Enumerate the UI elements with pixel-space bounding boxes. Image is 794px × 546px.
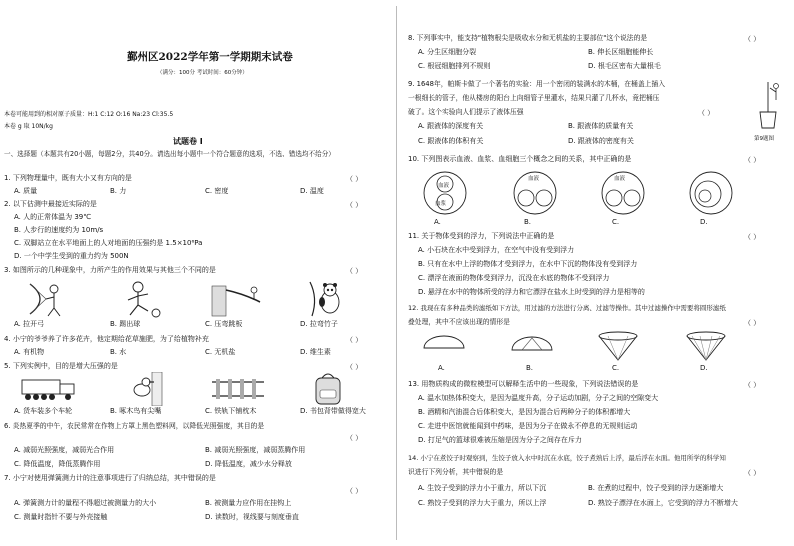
- q13-answer-blank[interactable]: （ ）: [744, 381, 761, 389]
- q11-option-d[interactable]: D. 悬浮在水中的物体所受的浮力和它漂浮在盐水上时受到的浮力是相等的: [418, 288, 645, 296]
- q5-option-b[interactable]: B. 啄木鸟有尖嘴: [110, 407, 162, 415]
- q5-option-d[interactable]: D. 书包背带做得宽大: [300, 407, 366, 415]
- q10-option-a[interactable]: A.: [434, 218, 441, 226]
- q10-stem: 10. 下列图表示血液、血浆、血细胞三个概念之间的关系，其中正确的是: [408, 155, 632, 163]
- q11-option-c[interactable]: C. 漂浮在液面的物体受到浮力，沉没在水底的物体不受到浮力: [418, 274, 610, 282]
- q12-filter-c: [596, 330, 640, 362]
- q13-option-d[interactable]: D. 打足气的篮球很难被压缩是因为分子之间存在斥力: [418, 436, 582, 444]
- q3-option-c[interactable]: C. 压弯跳板: [205, 320, 243, 328]
- atomic-mass-note: 本卷可能用到的相对原子质量：H:1 C:12 O:16 Na:23 Cl:35.5: [4, 111, 174, 118]
- q1-option-c[interactable]: C. 密度: [205, 187, 229, 195]
- diving-board-illustration: [210, 280, 262, 318]
- q11-option-b[interactable]: B. 只有在水中上浮的物体才受到浮力，在水中下沉的物体没有受到浮力: [418, 260, 638, 268]
- q13-option-a[interactable]: A. 温水加热体积变大，是因为温度升高，分子运动加剧，分子之间的空隙变大: [418, 394, 659, 402]
- section-title: 试题卷 Ⅰ: [173, 137, 203, 146]
- q7-answer-blank[interactable]: （ ）: [346, 487, 363, 495]
- q14-option-c[interactable]: C. 熟饺子受到的浮力大于重力，所以上浮: [418, 499, 547, 507]
- pascal-barrel-figure: [754, 80, 786, 132]
- q11-option-a[interactable]: A. 小石块在水中受到浮力，在空气中没有受到浮力: [418, 246, 575, 254]
- q12-filter-b: [510, 334, 554, 360]
- q12-filter-d: [684, 330, 728, 362]
- q9-figure-caption: 第9题图: [754, 136, 774, 142]
- q4-option-c[interactable]: C. 无机盐: [205, 348, 236, 356]
- bow-archer-illustration: [20, 280, 70, 318]
- q4-answer-blank[interactable]: （ ）: [346, 336, 363, 344]
- kicking-ball-illustration: [118, 280, 168, 318]
- q11-answer-blank[interactable]: （ ）: [744, 233, 761, 241]
- q12-option-d[interactable]: D.: [700, 364, 708, 372]
- q2-option-c[interactable]: C. 双脚站立在水平地面上的人对地面的压强约是 1.5×10⁶Pa: [14, 239, 203, 247]
- q6-option-d[interactable]: D. 降低温度，减少水分释放: [205, 460, 292, 468]
- q1-option-a[interactable]: A. 质量: [14, 187, 38, 195]
- q7-stem: 7. 小宁对使用弹簧测力计的注意事项进行了归纳总结，其中错误的是: [4, 474, 216, 482]
- q6-stem: 6. 炎热夏季的中午，农民常常在作物上方罩上黑色塑料网，以降低光照强度，其目的是: [4, 422, 265, 430]
- q4-option-a[interactable]: A. 有机物: [14, 348, 45, 356]
- q12-option-c[interactable]: C.: [612, 364, 620, 372]
- q5-stem: 5. 下列实例中，目的是增大压强的是: [4, 362, 118, 370]
- truck-wheels-illustration: [20, 374, 82, 404]
- q8-answer-blank[interactable]: （ ）: [744, 35, 761, 43]
- q4-stem: 4. 小宁的爷爷养了许多花卉，他定期给花草施肥，为了给植物补充: [4, 335, 209, 343]
- q9-option-d[interactable]: D. 跟液体的密度有关: [568, 137, 634, 145]
- q6-option-b[interactable]: B. 减弱光照强度，减弱蒸腾作用: [205, 446, 306, 454]
- q10-option-b[interactable]: B.: [524, 218, 532, 226]
- q10-option-d[interactable]: D.: [700, 218, 708, 226]
- q3-answer-blank[interactable]: （ ）: [346, 267, 363, 275]
- backpack-illustration: [308, 370, 348, 406]
- q7-option-c[interactable]: C. 测量时指针不要与外壳接触: [14, 513, 108, 521]
- q4-option-d[interactable]: D. 维生素: [300, 348, 331, 356]
- q10-diagram-d: [686, 170, 736, 216]
- q12-answer-blank[interactable]: （ ）: [744, 319, 761, 327]
- woodpecker-illustration: [120, 372, 170, 406]
- column-divider: [396, 6, 397, 540]
- q8-option-c[interactable]: C. 根冠细胞排列不规则: [418, 62, 491, 70]
- q7-option-d[interactable]: D. 读数时，视线要与刻度垂直: [205, 513, 299, 521]
- q12-stem-line2: 叠处理，其中不应该出现的情形是: [408, 318, 510, 326]
- q12-option-b[interactable]: B.: [526, 364, 534, 372]
- q13-stem: 13. 用物质构成的微粒模型可以解释生活中的一些现象，下列说法错误的是: [408, 380, 639, 388]
- q14-option-a[interactable]: A. 生饺子受到的浮力小于重力，所以下沉: [418, 484, 547, 492]
- q2-answer-blank[interactable]: （ ）: [346, 201, 363, 209]
- q9-stem-line3: 破了。这个实验向人们提示了液体压强: [408, 108, 524, 116]
- part-instructions: 一、选择题（本题共有20小题，每题2分，共40分。请选出每小题中一个符合题意的选项，不选、错选均不给分）: [4, 150, 335, 158]
- q5-option-c[interactable]: C. 铁轨下铺枕木: [205, 407, 257, 415]
- q3-option-a[interactable]: A. 拉开弓: [14, 320, 45, 328]
- q7-option-b[interactable]: B. 被测量力应作用在挂钩上: [205, 499, 292, 507]
- q10-c-label-outer: 血液: [614, 176, 626, 182]
- q8-stem: 8. 下列事实中，能支持"植物根尖是吸收水分和无机盐的主要部位"这个说法的是: [408, 34, 648, 42]
- q10-b-label-outer: 血液: [528, 176, 540, 182]
- q2-option-b[interactable]: B. 人步行的速度约为 10m/s: [14, 226, 104, 234]
- q3-stem: 3. 如图所示的几种现象中，力所产生的作用效果与其他三个不同的是: [4, 266, 216, 274]
- q5-answer-blank[interactable]: （ ）: [346, 363, 363, 371]
- q12-option-a[interactable]: A.: [438, 364, 445, 372]
- q14-stem-line2: 识进行下列分析，其中错误的是: [408, 468, 504, 476]
- railway-sleepers-illustration: [210, 376, 266, 404]
- q4-option-b[interactable]: B. 水: [110, 348, 127, 356]
- q9-stem-line1: 9. 1648年，帕斯卡做了一个著名的实验：用一个密闭的装满水的木桶，在桶盖上插入: [408, 80, 666, 88]
- q5-option-a[interactable]: A. 货车装多个车轮: [14, 407, 73, 415]
- q8-option-b[interactable]: B. 伸长区细胞能伸长: [588, 48, 654, 56]
- q13-option-b[interactable]: B. 酒精和汽油混合后体积变大，是因为混合后两种分子的体积都增大: [418, 408, 631, 416]
- q6-answer-blank[interactable]: （ ）: [346, 434, 363, 442]
- q2-stem: 2. 以下估测中最接近实际的是: [4, 200, 97, 208]
- q9-answer-blank[interactable]: （ ）: [698, 109, 715, 117]
- q1-option-d[interactable]: D. 温度: [300, 187, 324, 195]
- q10-answer-blank[interactable]: （ ）: [744, 156, 761, 164]
- q14-stem-line1: 14. 小宁在煮饺子时观察到，生饺子放入水中时沉在水底，饺子煮熟后上浮，最后浮在水面。他用所学的科学知: [408, 454, 726, 462]
- q8-option-a[interactable]: A. 分生区细胞分裂: [418, 48, 477, 56]
- page-subtitle: （满分：100分 考试时间：60分钟）: [157, 70, 248, 76]
- q10-a-label-inner2: 血浆: [435, 201, 447, 207]
- q6-option-c[interactable]: C. 降低温度，降低蒸腾作用: [14, 460, 101, 468]
- q14-answer-blank[interactable]: （ ）: [744, 469, 761, 477]
- page-title: 鄞州区2022学年第一学期期末试卷: [127, 51, 293, 63]
- q2-option-a[interactable]: A. 人的正常体温为 39℃: [14, 213, 92, 221]
- q9-stem-line2: 一根细长的管子，他从楼房的阳台上向细管子里灌水，结果只灌了几杯水，竟把桶压: [408, 94, 660, 102]
- q9-option-a[interactable]: A. 跟液体的深度有关: [418, 122, 484, 130]
- q1-option-b[interactable]: B. 力: [110, 187, 127, 195]
- panda-bamboo-illustration: [302, 280, 352, 318]
- q10-a-label-inner1: 血液: [438, 183, 450, 189]
- q13-option-c[interactable]: C. 走进中医馆就能闻到中药味，是因为分子在做永不停息的无规则运动: [418, 422, 638, 430]
- q2-option-d[interactable]: D. 一个中学生受到的重力约为 500N: [14, 252, 129, 260]
- q10-diagram-a: [420, 170, 470, 216]
- q8-option-d[interactable]: D. 根毛区密布大量根毛: [588, 62, 661, 70]
- q10-option-c[interactable]: C.: [612, 218, 620, 226]
- q11-stem: 11. 关于物体受到的浮力，下列说法中正确的是: [408, 232, 555, 240]
- q14-option-b[interactable]: B. 在煮的过程中，饺子受到的浮力逐渐增大: [588, 484, 724, 492]
- q14-option-d[interactable]: D. 熟饺子漂浮在水面上，它受到的浮力不断增大: [588, 499, 738, 507]
- q9-option-c[interactable]: C. 跟液体的体积有关: [418, 137, 484, 145]
- q3-option-d[interactable]: D. 拉弯竹子: [300, 320, 338, 328]
- q12-filter-a: [422, 334, 466, 360]
- q6-option-a[interactable]: A. 减弱光照强度，减弱光合作用: [14, 446, 115, 454]
- gravity-note: 本卷 g 取 10N/kg: [4, 123, 53, 130]
- q1-answer-blank[interactable]: （ ）: [346, 175, 363, 183]
- q1-stem: 1. 下列物理量中，既有大小又有方向的是: [4, 174, 132, 182]
- q12-stem-line1: 12. 我现在有多种品类的滤纸如下方法，用过滤的方法进行分离、过滤等操作。其中过滤操作中需要将圆形滤纸: [408, 304, 726, 312]
- q9-option-b[interactable]: B. 跟液体的质量有关: [568, 122, 634, 130]
- q3-option-b[interactable]: B. 踢出球: [110, 320, 141, 328]
- q7-option-a[interactable]: A. 弹簧测力计的量程不得超过被测量力的大小: [14, 499, 157, 507]
